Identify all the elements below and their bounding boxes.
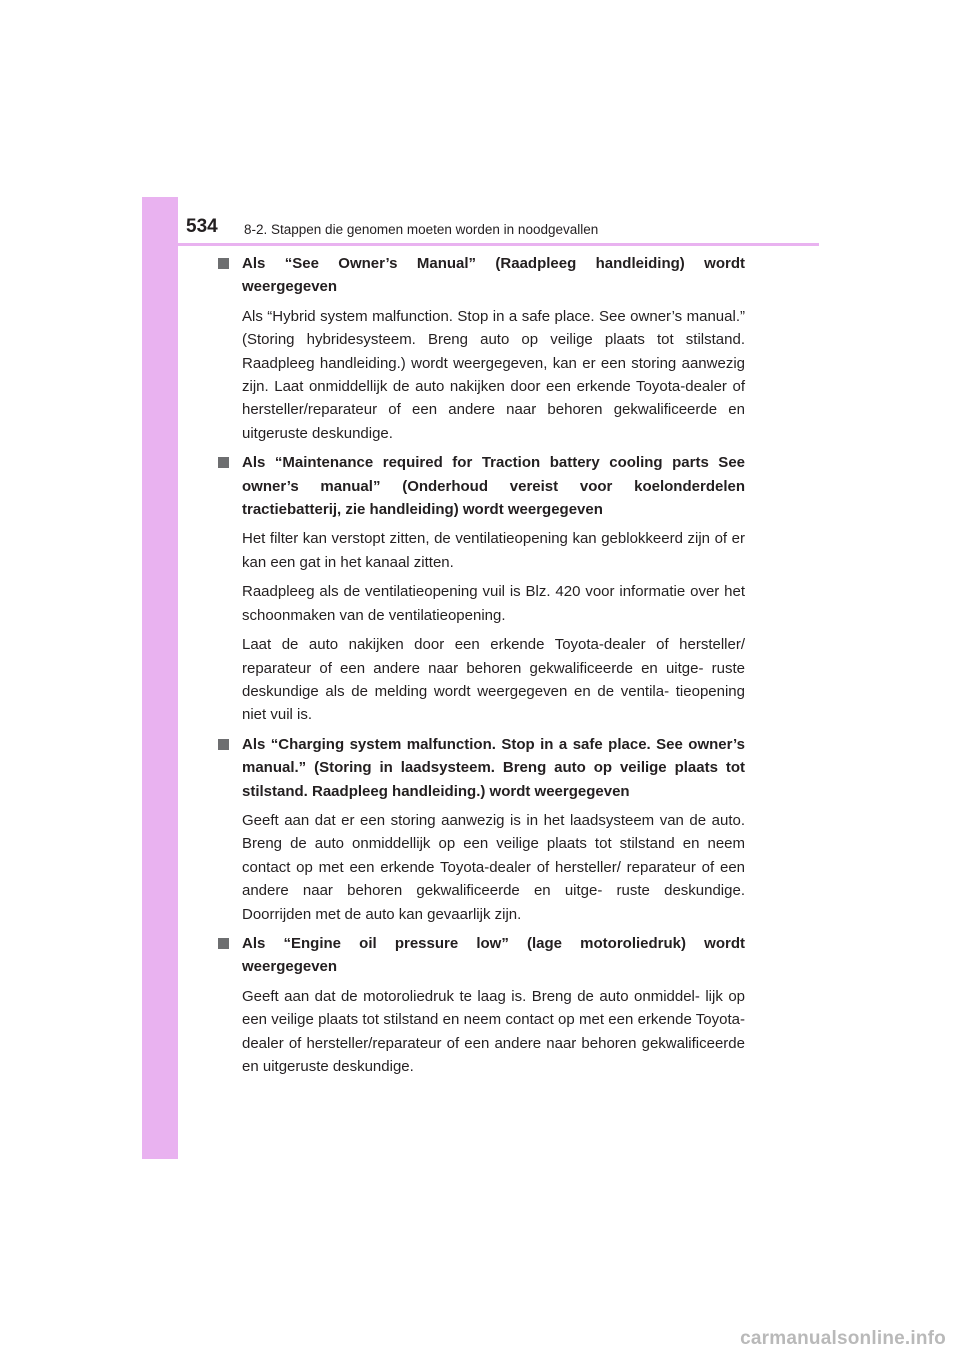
site-watermark: carmanualsonline.info (740, 1328, 946, 1349)
message-item (218, 932, 745, 1078)
item-heading: Als “Charging system malfunction. Stop in a safe place. See owner’s manual.” (Storing in laadsysteem. Breng auto op veilige plaats tot stilstand. Raadpleeg handleiding.) wordt weergegeven (242, 735, 745, 800)
header-rule (142, 243, 819, 246)
item-paragraph: Als “Hybrid system malfunction. Stop in a safe place. See owner’s manual.” (Storing hybridesysteem. Breng auto op veilige plaats tot stilstand. Raadpleeg handleiding.) wordt weergegeven, kan er een storing aanwezig zijn. Laat onmiddellijk de auto nakijken door een erkende Toyota-dealer of hersteller/reparateur of een andere naar behoren gekwalificeerde en uitgeruste deskundige. (242, 307, 745, 442)
chapter-sidebar-tab (142, 197, 178, 1159)
square-bullet-icon (218, 739, 229, 750)
item-heading: Als “See Owner’s Manual” (Raadpleeg handleiding) wordt weergegeven (242, 255, 745, 296)
message-item (218, 252, 745, 445)
item-heading: Als “Engine oil pressure low” (lage motoroliedruk) wordt weergegeven (242, 934, 745, 976)
item-paragraph: Geeft aan dat de motoroliedruk te laag is. Breng de auto onmiddel- lijk op een veilige plaats tot stilstand en neem contact op met een erkende Toyota-dealer of hersteller/reparateur of een andere naar behoren gekwalificeerde en uitgeruste deskundige. (242, 987, 745, 1075)
item-paragraph: Laat de auto nakijken door een erkende Toyota-dealer of hersteller/ reparateur of een andere naar behoren gekwalificeerde en uitge- ruste deskundige als de melding wordt weergegeven en de ventila- tieopening niet vuil is. (242, 636, 745, 724)
square-bullet-icon (218, 258, 229, 269)
main-content (218, 252, 745, 1084)
section-title: 8-2. Stappen die genomen moeten worden in noodgevallen (244, 222, 599, 237)
message-item (218, 451, 745, 726)
page-number: 534 (186, 216, 218, 237)
item-paragraph: Raadpleeg als de ventilatieopening vuil is Blz. 420 voor informatie over het schoonmaken van de ventilatieopening. (242, 583, 745, 624)
square-bullet-icon (218, 457, 229, 468)
message-item (218, 733, 745, 926)
item-heading: Als “Maintenance required for Traction battery cooling parts See owner’s manual” (Onderhoud vereist voor koelonderdelen tractiebatterij, zie handleiding) wordt weergegeven (242, 454, 745, 519)
item-paragraph: Geeft aan dat er een storing aanwezig is in het laadsysteem van de auto. Breng de auto onmiddellijk op een veilige plaats tot stilstand en neem contact op met een erkende Toyota-dealer of hersteller/ reparateur of een andere naar behoren gekwalificeerde en uitge- ruste deskundige. Doorrijden met de auto kan gevaarlijk zijn. (242, 811, 745, 923)
item-paragraph: Het filter kan verstopt zitten, de ventilatieopening kan geblokkeerd zijn of er kan een gat in het kanaal zitten. (242, 530, 745, 571)
square-bullet-icon (218, 938, 229, 949)
